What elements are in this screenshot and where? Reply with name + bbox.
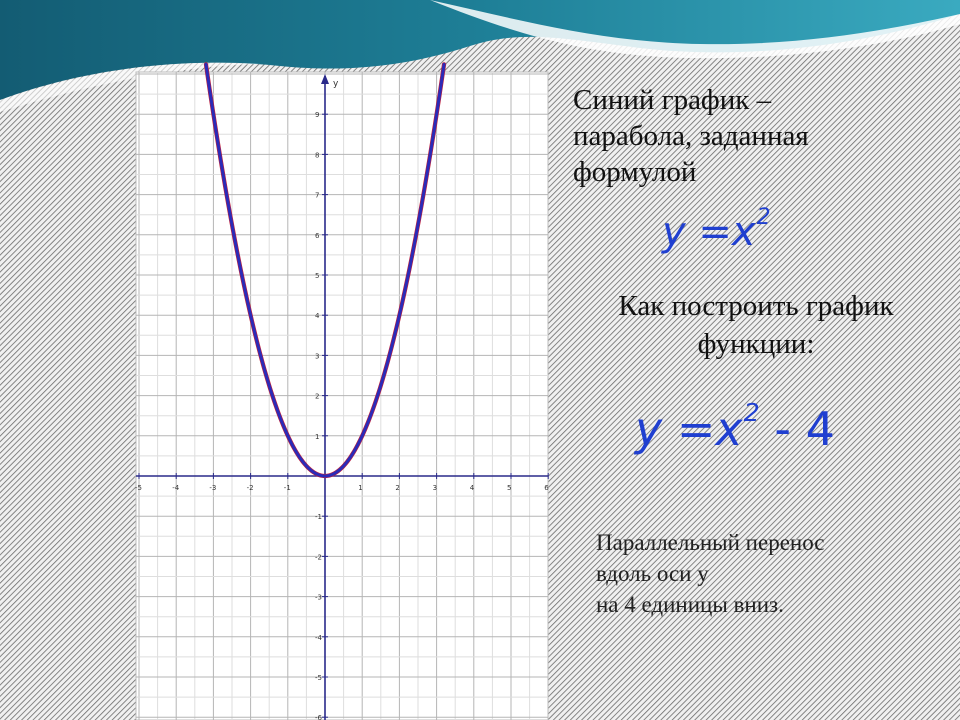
formula2-equals: = — [676, 402, 716, 457]
grid — [136, 72, 548, 720]
y-tick-label: 8 — [315, 151, 320, 160]
formula2-base: x — [715, 402, 743, 457]
formula1-exponent: 2 — [756, 205, 771, 230]
formula2-exponent: 2 — [743, 398, 760, 427]
y-tick-label: -6 — [315, 714, 322, 720]
formula2-number: 4 — [805, 402, 835, 457]
x-tick-label: 6 — [544, 484, 549, 492]
x-tick-label: -5 — [135, 484, 142, 492]
x-tick-label: -3 — [209, 484, 217, 492]
x-tick-label: 1 — [358, 484, 363, 492]
note-line-3: на 4 единицы вниз. — [596, 592, 784, 617]
x-tick-label: 4 — [469, 484, 475, 492]
x-tick-label: 3 — [432, 484, 438, 492]
formula1-lhs: y — [662, 208, 686, 255]
formula-y-equals-x-squared-minus-4 — [635, 398, 835, 456]
y-tick-label: 5 — [315, 272, 320, 280]
y-tick-label: 9 — [315, 111, 320, 120]
y-tick-label: 2 — [315, 392, 320, 401]
x-tick-label: -2 — [246, 484, 254, 492]
y-tick-label: -2 — [315, 553, 322, 562]
y-tick-label: 7 — [315, 191, 320, 200]
x-tick-label: 2 — [395, 484, 400, 492]
y-tick-label: 4 — [315, 312, 320, 321]
formula-y-equals-x-squared — [662, 205, 771, 255]
y-tick-label: -1 — [315, 513, 322, 522]
y-tick-label: -4 — [315, 633, 322, 642]
formula1-base: x — [731, 208, 756, 255]
y-tick-label: -5 — [315, 674, 322, 682]
translation-note — [596, 527, 896, 620]
heading-text: Синий график – парабола, заданная формулой — [573, 84, 809, 188]
y-axis-label: y — [333, 79, 339, 89]
formula2-minus: - — [774, 402, 791, 457]
x-tick-label: -4 — [172, 484, 180, 492]
y-tick-label: -3 — [315, 593, 322, 602]
question-text: Как построить график функции: — [618, 290, 894, 360]
y-tick-label: 1 — [315, 432, 320, 441]
formula2-lhs: y — [635, 402, 663, 457]
x-tick-label: -1 — [283, 484, 291, 492]
note-line-2: вдоль оси у — [596, 561, 709, 586]
formula1-equals: = — [698, 208, 732, 255]
y-tick-label: 6 — [315, 231, 320, 240]
x-tick-label: 5 — [507, 484, 512, 492]
y-tick-label: 3 — [315, 352, 320, 361]
note-line-1: Параллельный перенос — [596, 530, 825, 555]
